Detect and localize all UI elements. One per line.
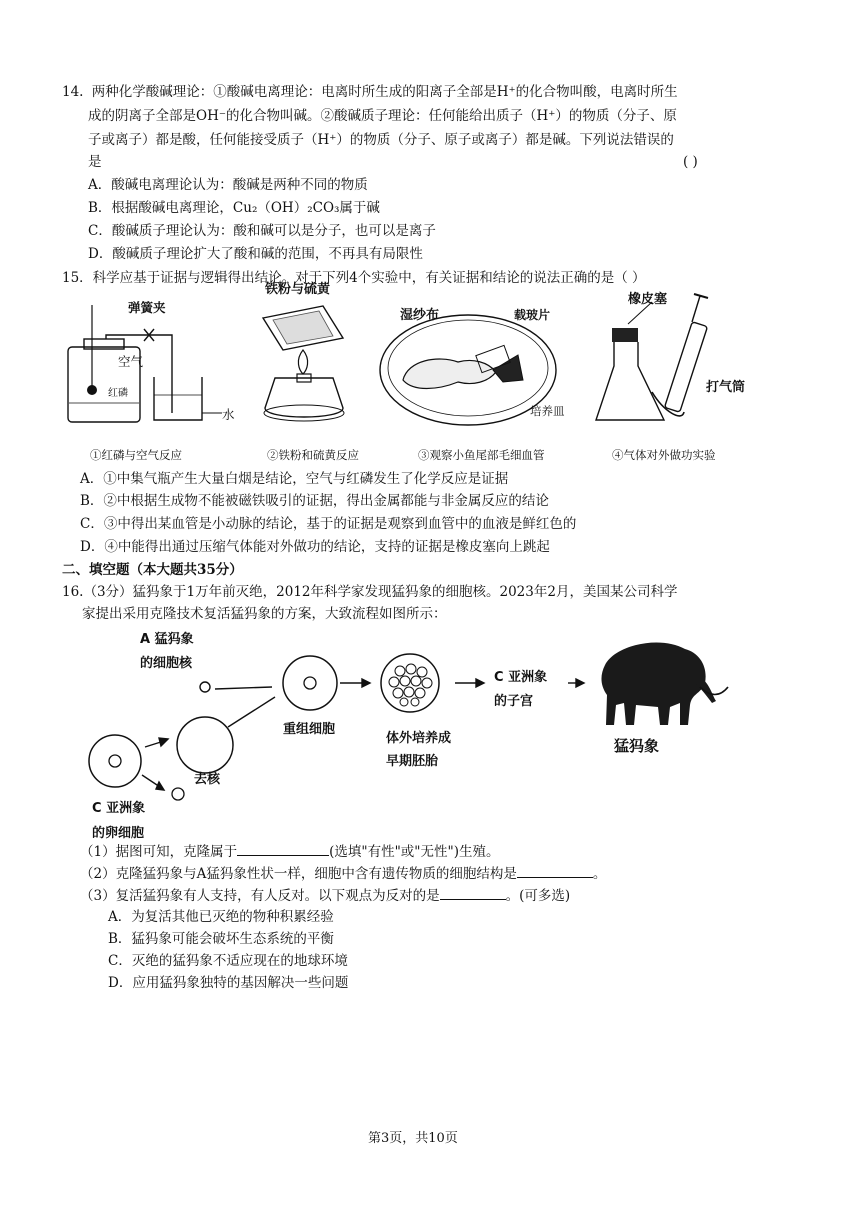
q16-sub3-blank[interactable] [440,885,506,900]
q16-sub3-tail: 。(可多选) [505,888,571,904]
label-culture-2: 早期胚胎 [386,754,439,769]
label-c-egg-1: C 亚洲象 [92,801,146,816]
q15-option-d: D．④中能得出通过压缩气体能对外做功的结论，支持的证据是橡皮塞向上跳起 [80,539,550,555]
label-c-uterus-2: 的子宫 [494,694,534,709]
q16-sub3 [80,884,570,908]
label-culture-1: 体外培养成 [386,731,452,746]
experiment2-figure [245,298,365,433]
q14-option-c: C．酸碱质子理论认为：酸和碱可以是分子，也可以是离子 [88,223,436,239]
q15-option-c: C．③中得出某血管是小动脉的结论，基于的证据是观察到血管中的血液是鲜红色的 [80,516,577,532]
q16-option-c: C．灭绝的猛犸象不适应现在的地球环境 [108,953,348,969]
q14-line3: 子或离子）都是酸，任何能接受质子（H⁺）的物质（分子、原子或离子）都是碱。下列说法错误的 [88,132,674,148]
label-recombined-cell: 重组细胞 [283,722,336,737]
caption-exp1: ①红磷与空气反应 [90,448,182,462]
q15-stem: 15．科学应基于证据与逻辑得出结论。对于下列4个实验中，有关证据和结论的说法正确的是（ ） [62,270,646,286]
label-a-mammoth: A 猛犸象 [140,632,194,647]
q16-sub2-blank[interactable] [517,863,593,878]
section-fill-in-title: 二、填空题（本大题共35分） [62,562,243,578]
q14-option-d: D．酸碱质子理论扩大了酸和碱的范围，不再具有局限性 [88,246,423,262]
q16-option-b: B．猛犸象可能会破坏生态系统的平衡 [108,931,334,947]
page-footer: 第3页，共10页 [368,1131,458,1146]
q14-option-a: A．酸碱电离理论认为：酸碱是两种不同的物质 [88,177,368,193]
label-iron-sulfur: 铁粉与硫黄 [265,282,331,297]
label-air: 空气 [118,354,144,369]
q14-line1 [62,80,678,104]
label-slide: 载玻片 [514,308,551,322]
label-water: 水 [222,407,235,422]
q16-sub1-tail: (选填"有性"或"无性")生殖。 [329,844,500,860]
q16-line2: 家提出采用克隆技术复活猛犸象的方案，大致流程如图所示： [82,606,447,622]
q16-line1: 16.（3分）猛犸象于1万年前灭绝，2012年科学家发现猛犸象的细胞核。2023年2月，美国某公司科学 [62,584,678,600]
q16-sub1 [80,840,499,864]
q16-sub2-tail: 。 [592,866,607,882]
q15-option-b: B．②中根据生成物不能被磁铁吸引的证据，得出金属都能与非金属反应的结论 [80,493,549,509]
caption-exp2: ②铁粉和硫黄反应 [267,448,359,462]
label-wet-gauze: 湿纱布 [400,308,440,323]
q14-option-b: B．根据酸碱电离理论，Cu₂（OH）₂CO₃属于碱 [88,200,380,216]
label-phosphorus: 红磷 [108,388,128,399]
q14-line4: 是 [88,154,102,170]
label-c-egg-2: 的卵细胞 [92,826,145,841]
caption-exp4: ④气体对外做功实验 [612,448,716,462]
q16-sub3-text: （3）复活猛犸象有人支持，有人反对。以下观点为反对的是 [80,888,440,904]
q16-sub2 [80,862,606,886]
q14-number: 14. [62,84,84,100]
label-clip: 弹簧夹 [128,300,166,315]
experiment4-figure [592,292,732,442]
label-mammoth: 猛犸象 [614,737,660,755]
label-a-nucleus: 的细胞核 [140,656,193,671]
caption-exp3: ③观察小鱼尾部毛细血管 [418,448,545,462]
label-dish: 培养皿 [530,404,565,418]
q14-text-line1: 两种化学酸碱理论：①酸碱电离理论：电离时所生成的阳离子全部是H⁺的化合物叫酸，电离时所生 [91,84,678,100]
q14-line2: 成的阴离子全部是OH⁻的化合物叫碱。②酸碱质子理论：任何能给出质子（H⁺）的物质（分子、原 [88,108,677,124]
q15-option-a: A．①中集气瓶产生大量白烟是结论，空气与红磷发生了化学反应是证据 [80,471,509,487]
q16-option-a: A．为复活其他已灭绝的物种积累经验 [108,909,334,925]
label-enucleate: 去核 [194,772,221,787]
q16-option-d: D．应用猛犸象独特的基因解决一些问题 [108,975,349,991]
q16-sub1-blank[interactable] [237,841,329,856]
q14-answer-paren: ( ) [683,154,698,170]
q16-sub1-text: （1）据图可知，克隆属于 [80,844,238,860]
label-pump: 打气筒 [706,380,746,395]
label-stopper: 橡皮塞 [628,292,668,307]
q16-sub2-text: （2）克隆猛犸象与A猛犸象性状一样，细胞中含有遗传物质的细胞结构是 [80,866,517,882]
label-c-uterus-1: C 亚洲象 [494,670,548,685]
